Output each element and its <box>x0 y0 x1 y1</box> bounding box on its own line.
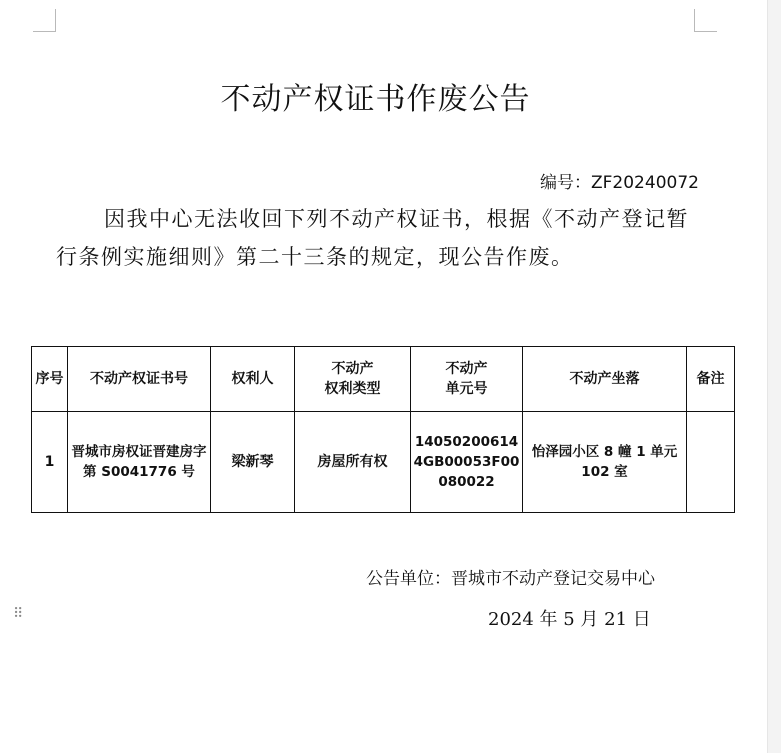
cell-cert-no: 晋城市房权证晋建房字第 S0041776 号 <box>68 412 211 513</box>
header-holder: 权利人 <box>211 347 295 412</box>
header-location: 不动产坐落 <box>523 347 687 412</box>
document-body: 因我中心无法收回下列不动产权证书，根据《不动产登记暂行条例实施细则》第二十三条的规定，现公告作废。 <box>56 207 689 269</box>
page-corner-mark-top-left <box>33 9 56 32</box>
drag-handle-icon[interactable]: ⠿ <box>13 606 23 622</box>
table-row <box>32 412 735 513</box>
header-unit-no: 不动产 单元号 <box>411 347 523 412</box>
header-right-type: 不动产 权利类型 <box>295 347 411 412</box>
cell-right-type: 房屋所有权 <box>295 412 411 513</box>
table-header-row <box>32 347 735 412</box>
cell-location: 怡泽园小区 8 幢 1 单元 102 室 <box>523 412 687 513</box>
cell-holder: 梁新琴 <box>211 412 295 513</box>
page-corner-mark-top-right <box>694 9 717 32</box>
document-title: 不动产权证书作废公告 <box>220 82 531 117</box>
cell-remark <box>687 412 735 513</box>
voided-certificates-table <box>31 346 735 513</box>
cell-seq: 1 <box>32 412 68 513</box>
document-number: 编号：ZF20240072 <box>540 173 699 193</box>
cell-unit-no: 140502006144GB00053F00080022 <box>411 412 523 513</box>
issue-date: 2024 年 5 月 21 日 <box>488 609 651 630</box>
header-remark: 备注 <box>687 347 735 412</box>
header-cert-no: 不动产权证书号 <box>68 347 211 412</box>
issuing-unit: 公告单位：晋城市不动产登记交易中心 <box>366 569 655 589</box>
header-seq: 序号 <box>32 347 68 412</box>
vertical-scrollbar[interactable] <box>767 0 781 753</box>
